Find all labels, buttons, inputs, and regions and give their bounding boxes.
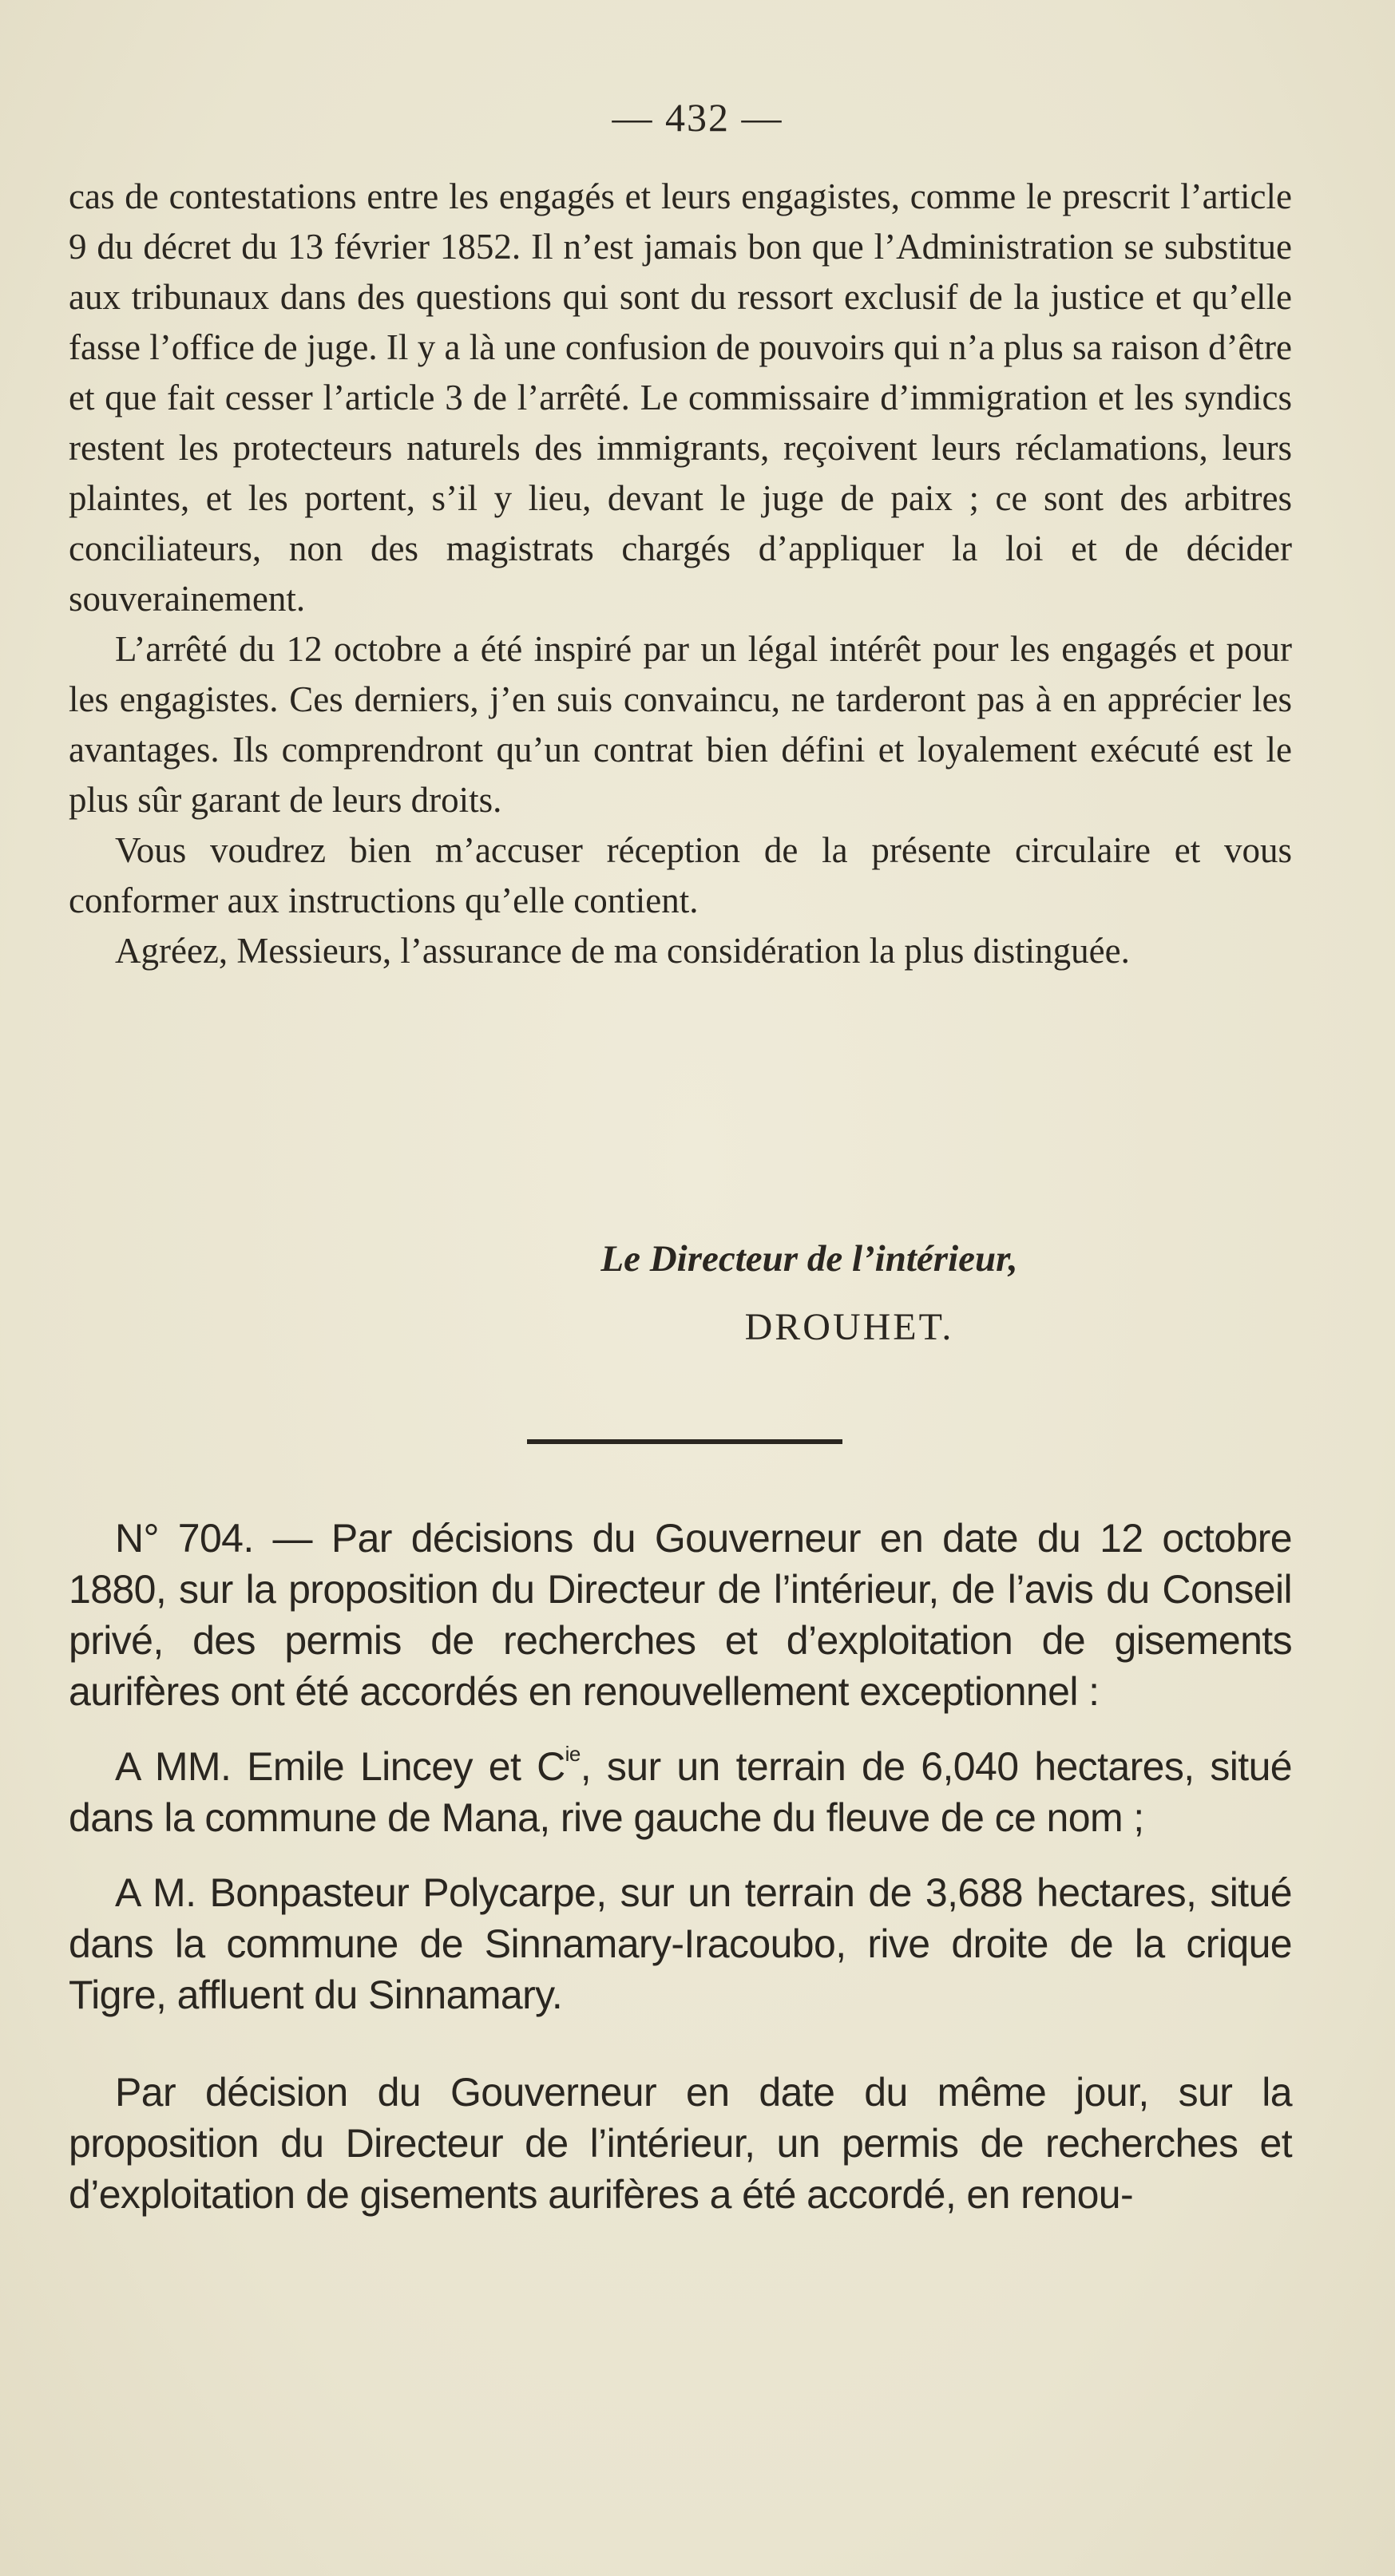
circular-text <box>69 172 1292 976</box>
signature-name: DROUHET. <box>744 1306 954 1348</box>
decision-number: N° 704. <box>115 1516 254 1561</box>
section-divider <box>527 1439 842 1444</box>
grant-lincey-prefix: A MM. Emile Lincey et C <box>115 1744 565 1789</box>
decision-closing: Par décision du Gouverneur en date du même jour, sur la proposition du Directeur de l’intérieur, un permis de recherches et d’exploitation de gisements aurifères a été accordé, en renou- <box>69 2070 1292 2217</box>
decision-section <box>69 1513 1292 2220</box>
signature-title: Le Directeur de l’intérieur, <box>600 1238 1018 1280</box>
grant-polycarpe: A M. Bonpasteur Polycarpe, sur un terrain de 3,688 hectares, situé dans la commune de Sinnamary-Iracoubo, rive droite de la crique Tigre, affluent du Sinnamary. <box>69 1870 1292 2017</box>
paragraph-contestations: cas de contestations entre les engagés et leurs engagistes, comme le prescrit l’article 9 du décret du 13 février 1852. Il n’est jamais bon que l’Administration se substitue aux tribunaux dans des questions qui sont du ressort exclusif de la justice et qu’elle fasse l’office de juge. Il y a là une confusion de pouvoirs qui n’a plus sa raison d’être et que fait cesser l’article 3 de l’arrêté. Le commissaire d’immigration et les syndics restent les protecteurs naturels des immigrants, reçoivent leurs réclamations, leurs plaintes, et les portent, s’il y lieu, devant le juge de paix ; ce sont des arbitres conciliateurs, non des magistrats chargés d’appliquer la loi et de décider souverainement. <box>69 176 1292 619</box>
grant-lincey-rest: , sur un terrain de 6,040 hectares, situé dans la commune de Mana, rive gauche du fleuve de ce nom ; <box>69 1744 1292 1840</box>
page-number: — 432 — <box>612 95 783 140</box>
decision-intro-paragraph <box>69 1513 1292 1717</box>
paragraph-arrete: L’arrêté du 12 octobre a été inspiré par un légal intérêt pour les engagés et pour les engagistes. Ces derniers, j’en suis convaincu, ne tarderont pas à en apprécier les avantages. Ils comprendront qu’un contrat bien défini et loyalement exécuté est le plus sûr garant de leurs droits. <box>69 629 1292 820</box>
grant-lincey-sup: ie <box>565 1742 581 1767</box>
decision-intro: — Par décisions du Gouverneur en date du 12 octobre 1880, sur la proposition du Directeur de l’intérieur, de l’avis du Conseil privé, des permis de recherches et d’exploitation de gisements aurifères ont été accordés en renouvellement exceptionnel : <box>69 1516 1292 1714</box>
grant-lincey <box>69 1741 1292 1843</box>
paragraph-reception: Vous voudrez bien m’accuser réception de la présente circulaire et vous conformer aux instructions qu’elle contient. <box>69 830 1292 920</box>
paragraph-salutation: Agréez, Messieurs, l’assurance de ma considération la plus distinguée. <box>115 931 1130 971</box>
